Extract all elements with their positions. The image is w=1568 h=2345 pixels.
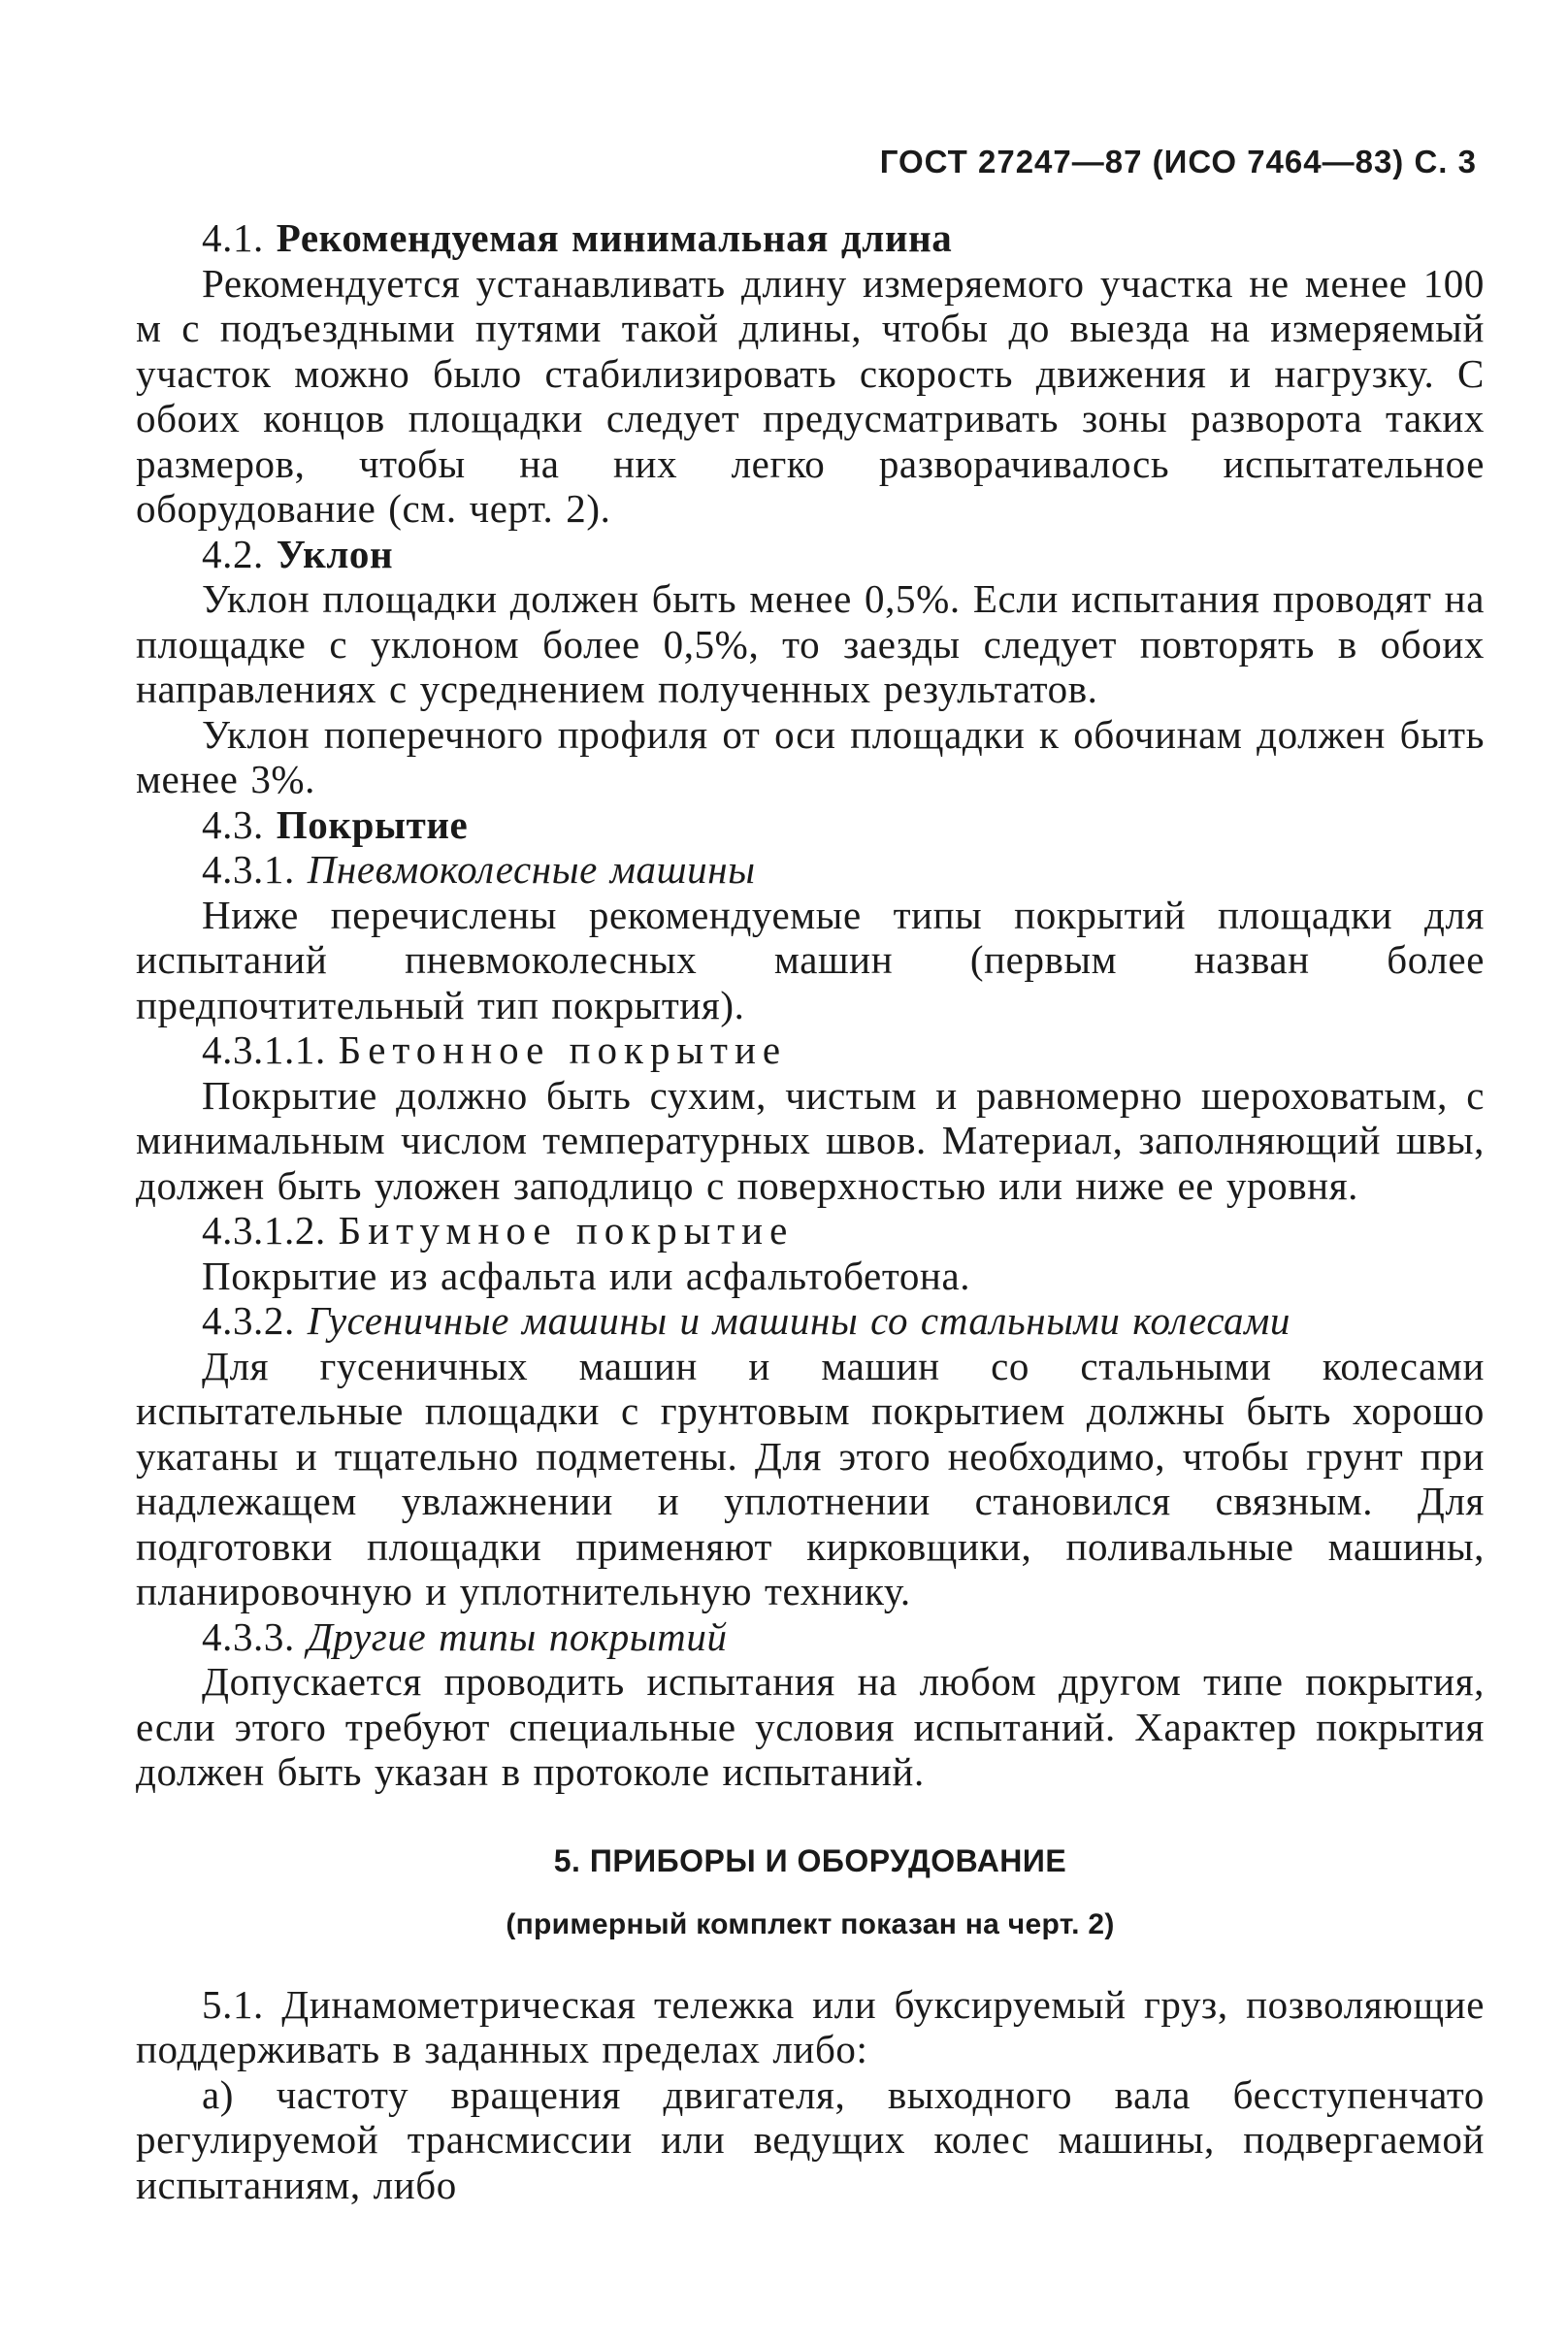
clause-4-1-text: Рекомендуется устанавливать длину измеряемого участка не менее 100 м с подъездными путями такой длины, чтобы до выезда на измеряемый участок можно было стабилизировать скорость движения и нагрузку. С обоих концов площадки следует предусматривать зоны разворота таких размеров, чтобы на них легко разворачивалось испытательное оборудование (см. черт. 2). [136,260,1485,531]
clause-number: 4.2. [202,531,264,576]
clause-number: 4.1. [202,215,264,260]
clause-number: 4.3.3. [202,1613,295,1659]
section-5-subtitle: (примерный комплект показан на черт. 2) [506,1907,1115,1940]
clause-4-2-text-1: Уклон площадки должен быть менее 0,5%. Если испытания проводят на площадке с уклоном более 0,5%, то заезды следует повторять в обоих направлениях с усреднением полученных результатов. [136,576,1485,711]
clause-title: Битумное покрытие [338,1208,795,1253]
clause-4-3-2-text: Для гусеничных машин и машин со стальными колесами испытательные площадки с грунтовым покрытием должны быть хорошо укатаны и тщательно подметены. Для этого необходимо, чтобы грунт при надлежащем увлажнении и уплотнении становился связным. Для подготовки площадки применяют кирковщики, поливальные машины, планировочную и уплотнительную технику. [136,1343,1485,1613]
clause-title: Бетонное покрытие [338,1027,788,1072]
clause-number: 4.3.2. [202,1298,295,1343]
clause-5-1-text: 5.1. Динамометрическая тележка или буксируемый груз, позволяющие поддерживать в заданных пределах либо: [136,1981,1485,2071]
clause-number: 4.3.1.2. [202,1208,326,1253]
clause-4-3-1-1-text: Покрытие должно быть сухим, чистым и равномерно шероховатым, с минимальным числом температурных швов. Материал, заполняющий швы, должен быть уложен заподлицо с поверхностью или ниже ее уровня. [136,1072,1485,1208]
clause-title: Рекомендуемая минимальная длина [276,215,953,260]
clause-title: Другие типы покрытий [307,1613,728,1659]
page-header: ГОСТ 27247—87 (ИСО 7464—83) С. 3 [879,144,1477,179]
clause-4-3-3-text: Допускается проводить испытания на любом другом типе покрытия, если этого требуют специальные условия испытаний. Характер покрытия должен быть указан в протоколе испытаний. [136,1659,1485,1794]
clause-4-3-1-heading [136,847,1485,893]
clause-4-3-heading [136,802,1485,848]
clause-4-2-text-2: Уклон поперечного профиля от оси площадки к обочинам должен быть менее 3%. [136,711,1485,801]
clause-4-3-1-text: Ниже перечислены рекомендуемые типы покрытий площадки для испытаний пневмоколесных машин (первым назван более предпочтительный тип покрытия). [136,892,1485,1027]
document-body [136,215,1485,2207]
clause-number: 4.3.1.1. [202,1027,326,1072]
clause-4-1-heading [136,215,1485,261]
clause-title: Покрытие [276,801,469,847]
clause-5-1-item-a: а) частоту вращения двигателя, выходного вала бесступенчато регулируемой трансмиссии или ведущих колес машины, подвергаемой испытаниям, либо [136,2071,1485,2207]
clause-number: 4.3. [202,801,264,847]
clause-title: Уклон [276,531,394,576]
clause-title: Пневмоколесные машины [307,847,756,892]
clause-4-3-1-2-text: Покрытие из асфальта или асфальтобетона. [202,1253,971,1298]
clause-4-3-1-1-heading [136,1027,1485,1073]
clause-4-2-heading [136,532,1485,577]
clause-4-3-3-heading [136,1614,1485,1660]
clause-4-3-2-heading [136,1298,1485,1344]
clause-number: 4.3.1. [202,847,295,892]
clause-4-3-1-2-heading [136,1208,1485,1254]
section-5-title: 5. ПРИБОРЫ И ОБОРУДОВАНИЕ [553,1842,1067,1878]
clause-title: Гусеничные машины и машины со стальными колесами [307,1298,1291,1343]
